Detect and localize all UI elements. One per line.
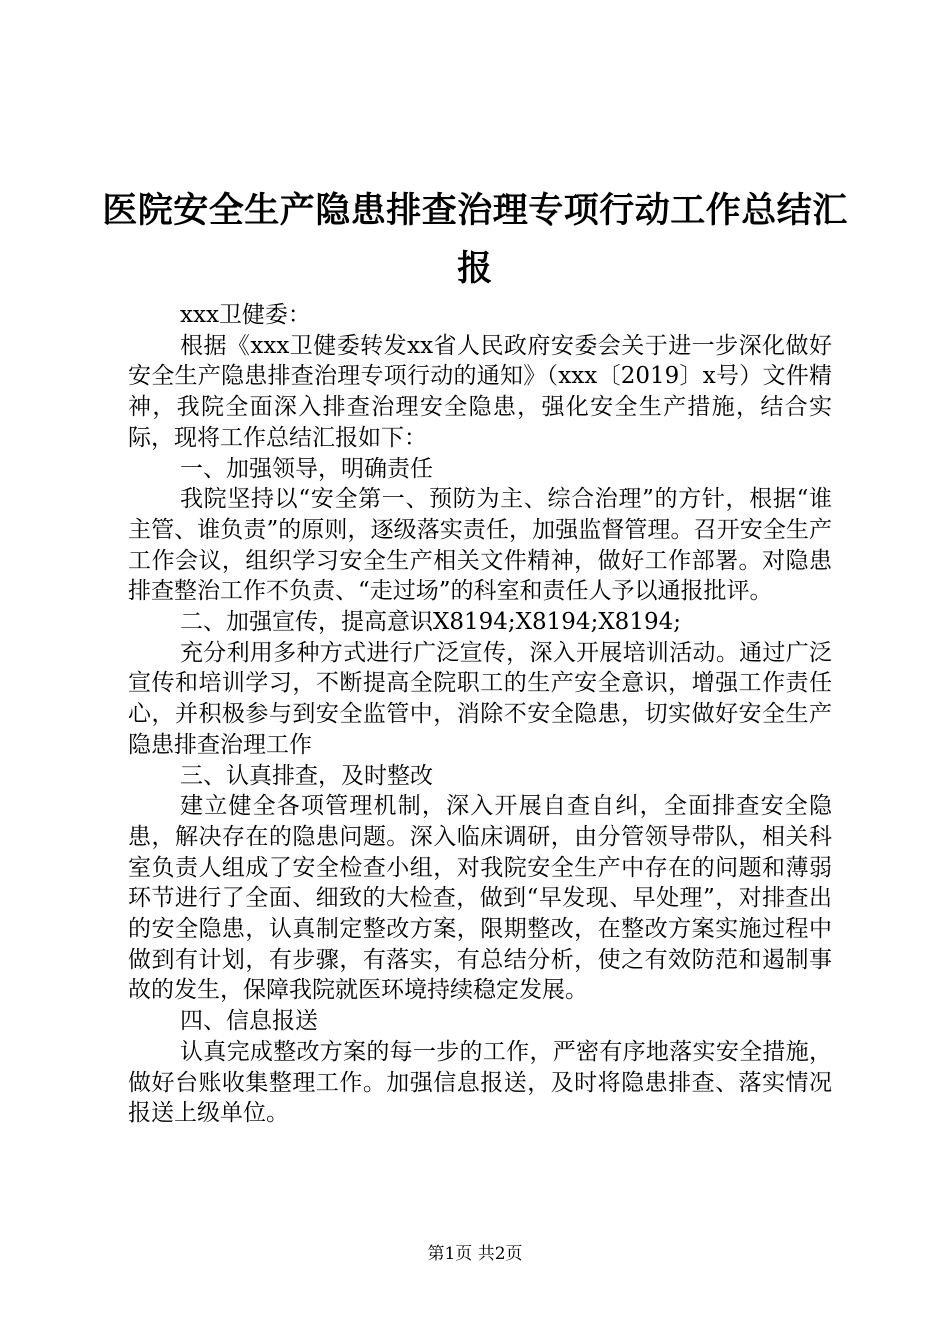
document-title: 医院安全生产隐患排查治理专项行动工作总结汇报 — [102, 190, 848, 289]
section-paragraph-3: 建立健全各项管理机制，深入开展自查自纠，全面排查安全隐患，解决存在的隐患问题。深入临床调研，由分管领导带队，相关科室负责人组成了安全检查小组，对我院安全生产中存在的问题和薄弱环节进行了全面、细致的大检查，做到“早发现、早处理”，对排查出的安全隐患，认真制定整改方案，限期整改，在整改方案实施过程中做到有计划，有步骤，有落实，有总结分析，使之有效防范和遏制事故的发生，保障我院就医环境持续稳定发展。 — [128, 793, 832, 1004]
addressee-line: xxx卫健委： — [180, 302, 311, 328]
section-paragraph-4: 认真完成整改方案的每一步的工作，严密有序地落实安全措施，做好台账收集整理工作。加强信息报送，及时将隐患排查、落实情况报送上级单位。 — [128, 1038, 832, 1127]
section-heading-1: 一、加强领导，明确责任 — [180, 455, 433, 482]
document-body — [128, 300, 832, 1129]
intro-paragraph: 根据《xxx卫健委转发xx省人民政府安委会关于进一步深化做好安全生产隐患排查治理专项行动的通知》（xxx〔2019〕x号）文件精神，我院全面深入排查治理安全隐患，强化安全生产措施，结合实际，现将工作总结汇报如下： — [128, 332, 832, 451]
section-paragraph-1: 我院坚持以“安全第一、预防为主、综合治理”的方针，根据“谁主管、谁负责”的原则，逐级落实责任，加强监督管理。召开安全生产工作会议，组织学习安全生产相关文件精神，做好工作部署。对隐患排查整治工作不负责、“走过场”的科室和责任人予以通报批评。 — [128, 486, 832, 605]
section-heading-2: 二、加强宣传，提高意识X8194;X8194;X8194; — [180, 609, 681, 636]
page-number-footer: 第1页 共2页 — [427, 1244, 523, 1264]
section-heading-4: 四、信息报送 — [180, 1008, 318, 1035]
section-paragraph-2: 充分利用多种方式进行广泛宣传，深入开展培训活动。通过广泛宣传和培训学习，不断提高全院职工的生产安全意识，增强工作责任心，并积极参与到安全监管中，消除不安全隐患，切实做好安全生产隐患排查治理工作 — [128, 639, 832, 758]
section-heading-3: 三、认真排查，及时整改 — [180, 762, 433, 789]
